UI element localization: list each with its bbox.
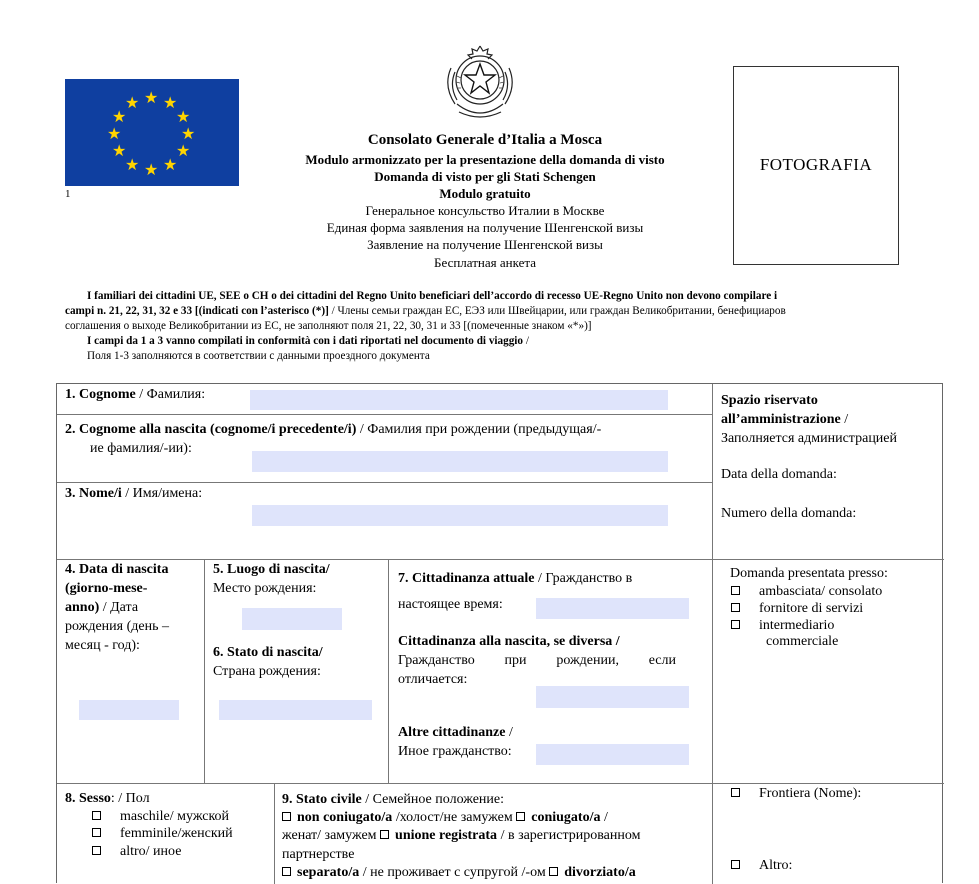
field-6-label: 6. Stato di nascita/ Страна рождения: xyxy=(213,645,323,679)
notice-p1-ru-a: / Члены семьи граждан ЕС, ЕЭЗ или Швейцарии, или граждан Великобритании, бенефициаров xyxy=(328,305,786,317)
checkbox-icon[interactable] xyxy=(92,811,101,820)
flag-star-icon: ★ xyxy=(163,93,178,112)
admin-option-other[interactable]: Altro: xyxy=(731,858,792,874)
flag-star-icon: ★ xyxy=(107,124,122,143)
page-marker: 1 xyxy=(65,188,71,200)
consulate-title: Consolato Generale d’Italia a Mosca xyxy=(367,132,603,148)
eu-flag xyxy=(65,79,239,186)
marital-line-3: партнерстве xyxy=(282,847,355,862)
admin-number-label: Numero della domanda: xyxy=(721,506,857,521)
checkbox-icon[interactable] xyxy=(731,788,740,797)
checkbox-icon[interactable] xyxy=(282,867,291,876)
flag-star-icon: ★ xyxy=(181,124,196,143)
flag-star-icon: ★ xyxy=(163,155,178,174)
nationality-at-birth-input[interactable] xyxy=(536,686,689,708)
checkbox-icon[interactable] xyxy=(282,812,291,821)
admin-option-frontier[interactable]: Frontiera (Nome): xyxy=(731,786,861,802)
photo-label: FOTOGRAFIA xyxy=(759,154,873,174)
photo-box xyxy=(733,66,899,265)
flag-star-icon: ★ xyxy=(144,88,159,107)
flag-star-icon: ★ xyxy=(112,107,127,126)
field-5-label: 5. Luogo di nascita/ Место рождения: xyxy=(213,562,330,596)
checkbox-icon[interactable] xyxy=(731,860,740,869)
field-1-label: 1. Cognome / Фамилия: xyxy=(65,387,206,402)
field-7c-label: Altre cittadinanze / Иное гражданство: xyxy=(398,725,513,759)
form-free-ru: Бесплатная анкета xyxy=(434,255,536,270)
notice-p2-ru: Поля 1-3 заполняются в соответствии с данными проездного документа xyxy=(87,350,430,362)
notice-p2-it: I campi da 1 a 3 vanno compilati in conformità con i dati riportati nel documento di viaggio xyxy=(87,335,524,347)
checkbox-icon[interactable] xyxy=(549,867,558,876)
admin-submitted-label: Domanda presentata presso: xyxy=(730,566,888,581)
flag-star-icon: ★ xyxy=(144,160,159,179)
current-nationality-input[interactable] xyxy=(536,598,689,619)
field-3-label: 3. Nome/i / Имя/имена: xyxy=(65,486,203,501)
field-8-label: 8. Sesso: / Пол xyxy=(65,791,150,806)
form-sub-ru: Заявление на получение Шенгенской визы xyxy=(367,237,603,252)
marital-line-2: женат/ замужем unione registrata / в зарегистрированном xyxy=(282,828,641,843)
other-nationalities-input[interactable] xyxy=(536,744,689,765)
form-name-it: Modulo armonizzato per la presentazione della domanda di visto xyxy=(305,152,665,167)
checkbox-icon[interactable] xyxy=(516,812,525,821)
checkbox-icon[interactable] xyxy=(92,828,101,837)
form-name-ru: Единая форма заявления на получение Шенгенской визы xyxy=(326,220,644,235)
field-9-label: 9. Stato civile / Семейное положение: xyxy=(282,792,505,807)
marital-line-4: separato/a / не проживает с супругой /-ом divorziato/a xyxy=(282,863,636,882)
admin-option-service-provider[interactable]: fornitore di servizi xyxy=(731,601,863,617)
admin-option-intermediary-cont: commerciale xyxy=(766,634,839,649)
birth-surname-input[interactable] xyxy=(252,451,668,472)
admin-date-label: Data della domanda: xyxy=(721,467,837,482)
field-7b-label: Cittadinanza alla nascita, se diversa / Гражданство при рождении, если отличается: xyxy=(398,634,676,687)
notice-p1-it-a: I familiari dei cittadini UE, SEE o CH o dei cittadini del Regno Unito beneficiari dell’accordo di recesso UE-Regno Unito non devono compilare i xyxy=(87,290,778,302)
notice-p1-ru-b: соглашения о выходе Великобритании из ЕС, не заполняют поля 21, 22, 30, 31 и 33 [(помеченные знаком «*»)] xyxy=(65,320,592,332)
consulate-ru: Генеральное консульство Италии в Москве xyxy=(365,203,605,218)
field-4-label: 4. Data di nascita (giorno-mese- anno) / Дата рождения (день – месяц - год): xyxy=(65,562,169,653)
marital-line-1: non coniugato/a /холост/не замужем coniugato/a / xyxy=(282,808,608,827)
birth-country-input[interactable] xyxy=(219,700,372,720)
admin-option-intermediary[interactable]: intermediario xyxy=(731,618,834,634)
sex-option-other[interactable]: altro/ иное xyxy=(92,844,181,860)
flag-star-icon: ★ xyxy=(176,107,191,126)
checkbox-icon[interactable] xyxy=(731,586,740,595)
checkbox-icon[interactable] xyxy=(380,830,389,839)
flag-star-icon: ★ xyxy=(125,93,140,112)
field-7-label: 7. Cittadinanza attuale / Гражданство в настоящее время: xyxy=(398,571,633,612)
italian-emblem-icon xyxy=(443,42,517,124)
birth-date-input[interactable] xyxy=(79,700,179,720)
form-sub-it: Domanda di visto per gli Stati Schengen xyxy=(374,169,596,184)
notice-family-members xyxy=(65,289,945,364)
notice-p1-it-b: campi n. 21, 22, 31, 32 e 33 [(indicati con l’asterisco (*)] xyxy=(65,305,329,317)
checkbox-icon[interactable] xyxy=(92,846,101,855)
first-name-input[interactable] xyxy=(252,505,668,526)
checkbox-icon[interactable] xyxy=(731,620,740,629)
flag-star-icon: ★ xyxy=(125,155,140,174)
admin-option-embassy[interactable]: ambasciata/ consolato xyxy=(731,584,882,600)
sex-option-male[interactable]: maschile/ мужской xyxy=(92,809,229,825)
flag-star-icon: ★ xyxy=(112,141,127,160)
form-free-it: Modulo gratuito xyxy=(439,186,531,201)
field-2-label-cont: ие фамилия/-ии): xyxy=(90,441,192,456)
admin-title: Spazio riservato all’amministrazione / Заполняется администрацией xyxy=(721,393,898,446)
birth-place-input[interactable] xyxy=(242,608,342,630)
field-2-label: 2. Cognome alla nascita (cognome/i precedente/i) / Фамилия при рождении (предыдущая/- xyxy=(65,422,602,437)
surname-input[interactable] xyxy=(250,390,668,410)
flag-star-icon: ★ xyxy=(176,141,191,160)
notice-p2-sep: / xyxy=(523,335,529,347)
checkbox-icon[interactable] xyxy=(731,603,740,612)
sex-option-female[interactable]: femminile/женский xyxy=(92,826,233,842)
